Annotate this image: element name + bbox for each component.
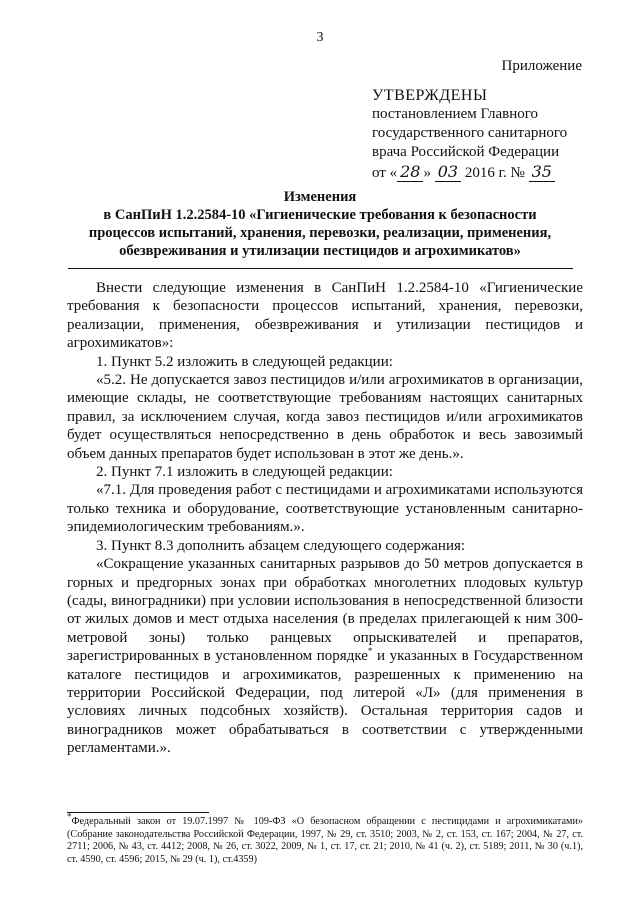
paragraph-item-1: 1. Пункт 5.2 изложить в следующей редакции: — [96, 353, 393, 370]
paragraph-item-2: 2. Пункт 7.1 изложить в следующей редакции: — [96, 464, 393, 481]
approval-line-2: государственного санитарного — [372, 125, 568, 141]
date-prefix: от « — [372, 165, 398, 181]
title-line-4: обезвреживания и утилизации пестицидов и агрохимикатов» — [119, 243, 521, 259]
paragraph-5-2: «5.2. Не допускается завоз пестицидов и/или агрохимикатов в организации, имеющие склады, не соответствующие требованиям настоящих санитарных правил, за исключением случая, когда завоз пестицидов и/или агрохимикатов будет осуществляться непосредственно в день обработок и весь завозимый объем данных препаратов будет использован в этот же день.». — [67, 372, 583, 462]
title-divider — [68, 268, 573, 269]
footnote — [67, 811, 583, 866]
approved-heading: УТВЕРЖДЕНЫ — [372, 87, 488, 104]
title-line-1: Изменения — [283, 189, 357, 205]
paragraph-8-3-part-a: «Сокращение указанных санитарных разрывов до 50 метров допускается в горных и предгорных зонах при обработках многолетних плодовых культур (сады, виноградники) при условии использования в непосредственной близости от жилых домов и мест отдыха населения (в пределах прилегающей к ним 300-метровой зоны) только ранцевых опрыскивателей и препаратов, зарегистрированных в установленном порядке — [67, 556, 583, 665]
paragraph-7-1: «7.1. Для проведения работ с пестицидами и агрохимикатами используются только техника и оборудование, соответствующие установленным санитарно-эпидемиологическим требованиям.». — [67, 482, 583, 536]
footnote-ref-mark: * — [367, 646, 373, 657]
footnote-text: Федеральный закон от 19.07.1997 № 109-ФЗ «О безопасном обращении с пестицидами и агрохимикатами» (Собрание законодательства Российской Федерации, 1997, № 29, ст. 3510; 2003, № 2, ст. 153, ст. 167; 2004, № 27, ст. 2711; 2006, № 43, ст. 4412; 2008, № 26, ст. 3022, 2009, № 1, ст. 17, ст. 21; 2010, № 41 (ч. 2), ст. 5189; 2011, № 30 (ч.1), ст. 4590, ст. 4596; 2015, № 29 (ч. 1), ст.4359) — [67, 816, 583, 865]
date-year: 2016 г. № — [461, 165, 529, 181]
footnote-mark: * — [67, 811, 72, 822]
paragraph-intro: Внести следующие изменения в СанПиН 1.2.2584-10 «Гигиенические требования к безопасности процессов испытаний, хранения, перевозки, реализации, применения, обезвреживания и утилизации пестицидов и агрохимикатов»: — [67, 280, 583, 352]
date-month-handwritten: 03 — [435, 162, 461, 182]
paragraph-8-3 — [67, 555, 583, 757]
title-line-3: процессов испытаний, хранения, перевозки, реализации, применения, — [88, 225, 552, 241]
document-title — [60, 188, 580, 260]
approval-line-1: постановлением Главного — [372, 106, 539, 122]
paragraph-item-3: 3. Пункт 8.3 дополнить абзацем следующего содержания: — [96, 537, 466, 554]
appendix-label: Приложение — [501, 58, 582, 74]
approval-block — [372, 86, 602, 183]
title-line-2: в СанПиН 1.2.2584-10 «Гигиенические требования к безопасности — [103, 207, 537, 223]
decree-number-handwritten: 35 — [529, 162, 555, 182]
footnote-divider — [67, 812, 209, 813]
date-sep: » — [423, 165, 435, 181]
approval-line-3: врача Российской Федерации — [372, 144, 560, 160]
page-number: 3 — [316, 30, 324, 45]
document-body — [67, 279, 583, 758]
approval-date-line — [372, 162, 602, 183]
paragraph-8-3-part-b: и указанных в Государственном каталоге пестицидов и агрохимикатов, разрешенных к применению на территории Российской Федерации, под литерой «Л» (для применения в условиях личных подсобных хозяйств). Остальная территория садов и виноградников может обрабатываться в соответствии с утвержденными регламентами.». — [67, 648, 584, 757]
date-day-handwritten: 28 — [397, 162, 423, 182]
